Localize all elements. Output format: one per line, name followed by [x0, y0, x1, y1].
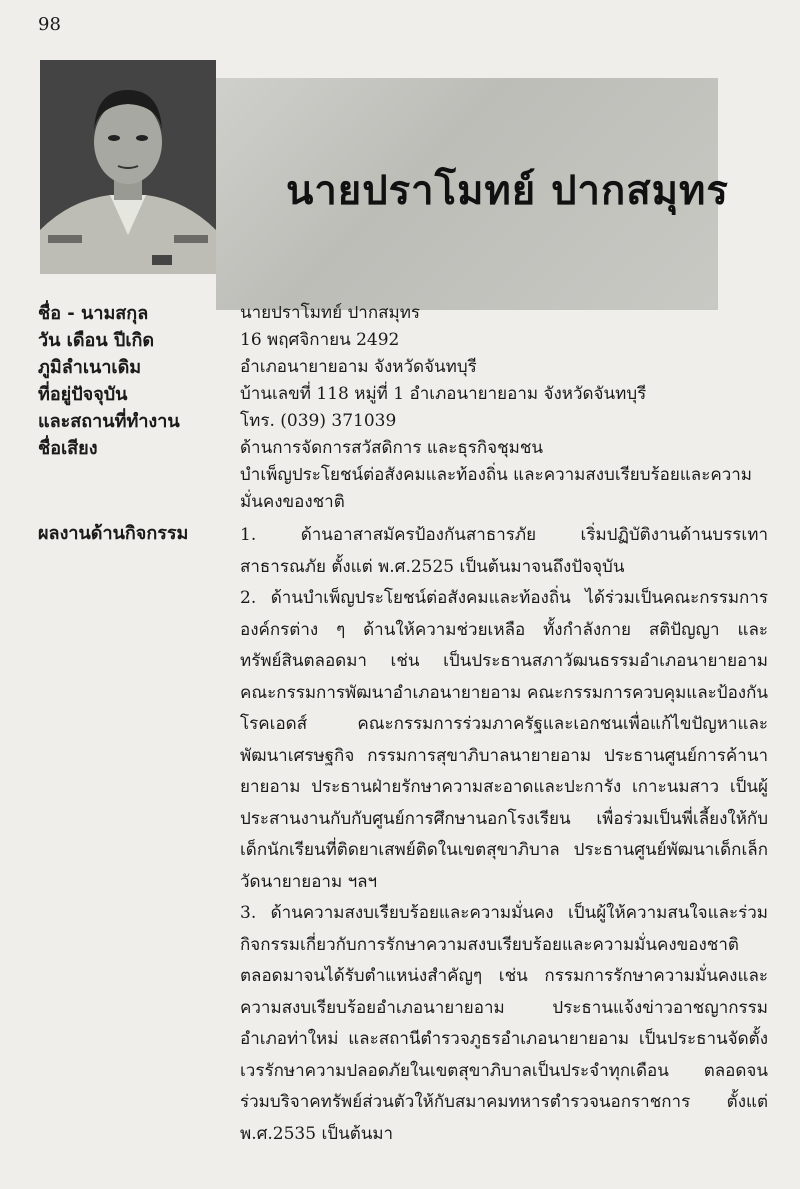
achievements-list	[240, 520, 768, 1150]
field-row	[38, 327, 768, 354]
achievement-item: 3. ด้านความสงบเรียบร้อยและความมั่นคง เป็นผู้ให้ความสนใจและร่วมกิจกรรมเกี่ยวกับการรักษาความสงบเรียบร้อยและความมั่นคงของชาติตลอดมาจนได้รับตำแหน่งสำคัญๆ เช่น กรรมการรักษาความมั่นคงและความสงบเรียบร้อยอำเภอนายายอาม ประธานแจ้งข่าวอาชญากรรมอำเภอท่าใหม่ และสถานีตำรวจภูธรอำเภอนายายอาม เป็นประธานจัดตั้งเวรรักษาความปลอดภัยในเขตสุขาภิบาลเป็นประจำทุกเดือน ตลอดจนร่วมบริจาคทรัพย์ส่วนตัวให้กับสมาคมทหารตำรวจนอกราชการ ตั้งแต่ พ.ศ.2535 เป็นต้นมา	[240, 903, 768, 1144]
field-value: นายปราโมทย์ ปากสมุทร	[240, 303, 421, 323]
field-label: ชื่อ - นามสกุล	[38, 303, 149, 324]
field-value	[240, 435, 768, 516]
field-row	[38, 381, 768, 408]
field-label: ชื่อเสียง	[38, 438, 98, 459]
field-row	[38, 300, 768, 327]
field-value: โทร. (039) 371039	[240, 411, 397, 431]
field-row	[38, 354, 768, 381]
field-value: 16 พฤศจิกายน 2492	[240, 330, 400, 350]
field-label: วัน เดือน ปีเกิด	[38, 330, 155, 351]
page-number: 98	[38, 14, 61, 35]
field-row	[38, 435, 768, 516]
field-value-line: ด้านการจัดการสวัสดิการ และธุรกิจชุมชน	[240, 438, 544, 458]
field-value-line: บำเพ็ญประโยชน์ต่อสังคมและท้องถิ่น และความสงบเรียบร้อยและความมั่นคงของชาติ	[240, 465, 753, 512]
field-label: ภูมิลำเนาเดิม	[38, 357, 142, 378]
field-label: ที่อยู่ปัจจุบัน	[38, 384, 128, 405]
field-label: และสถานที่ทำงาน	[38, 411, 180, 432]
achievements-section	[38, 520, 768, 1150]
field-label: ผลงานด้านกิจกรรม	[38, 523, 189, 544]
field-value: บ้านเลขที่ 118 หมู่ที่ 1 อำเภอนายายอาม จังหวัดจันทบุรี	[240, 384, 647, 404]
achievement-item: 2. ด้านบำเพ็ญประโยชน์ต่อสังคมและท้องถิ่น ได้ร่วมเป็นคณะกรรมการองค์กรต่าง ๆ ด้านให้ความช่วยเหลือ ทั้งกำลังกาย สติปัญญา และทรัพย์สินตลอดมา เช่น เป็นประธานสภาวัฒนธรรมอำเภอนายายอาม คณะกรรมการพัฒนาอำเภอนายายอาม คณะกรรมการควบคุมและป้องกันโรคเอดส์ คณะกรรมการร่วมภาครัฐและเอกชนเพื่อแก้ไขปัญหาและพัฒนาเศรษฐกิจ กรรมการสุขาภิบาลนายายอาม ประธานศูนย์การค้านายายอาม ประธานฝ่ายรักษาความสะอาดและปะการัง เกาะนมสาว เป็นผู้ประสานงานกับกับศูนย์การศึกษานอกโรงเรียน เพื่อร่วมเป็นพี่เลี้ยงให้กับเด็กนักเรียนที่ติดยาเสพย์ติดในเขตสุขาภิบาล ประธานศูนย์พัฒนาเด็กเล็กวัดนายายอาม ฯลฯ	[240, 588, 768, 892]
page-title: นายปราโมทย์ ปากสมุทร	[286, 167, 729, 214]
portrait-photo	[40, 60, 216, 274]
biography-details	[38, 300, 768, 1150]
field-row	[38, 408, 768, 435]
achievement-item: 1. ด้านอาสาสมัครป้องกันสาธารภัย เริ่มปฏิบัติงานด้านบรรเทาสาธารณภัย ตั้งแต่ พ.ศ.2525 เป็นต้นมาจนถึงปัจจุบัน	[240, 525, 768, 577]
field-value: อำเภอนายายอาม จังหวัดจันทบุรี	[240, 357, 477, 377]
